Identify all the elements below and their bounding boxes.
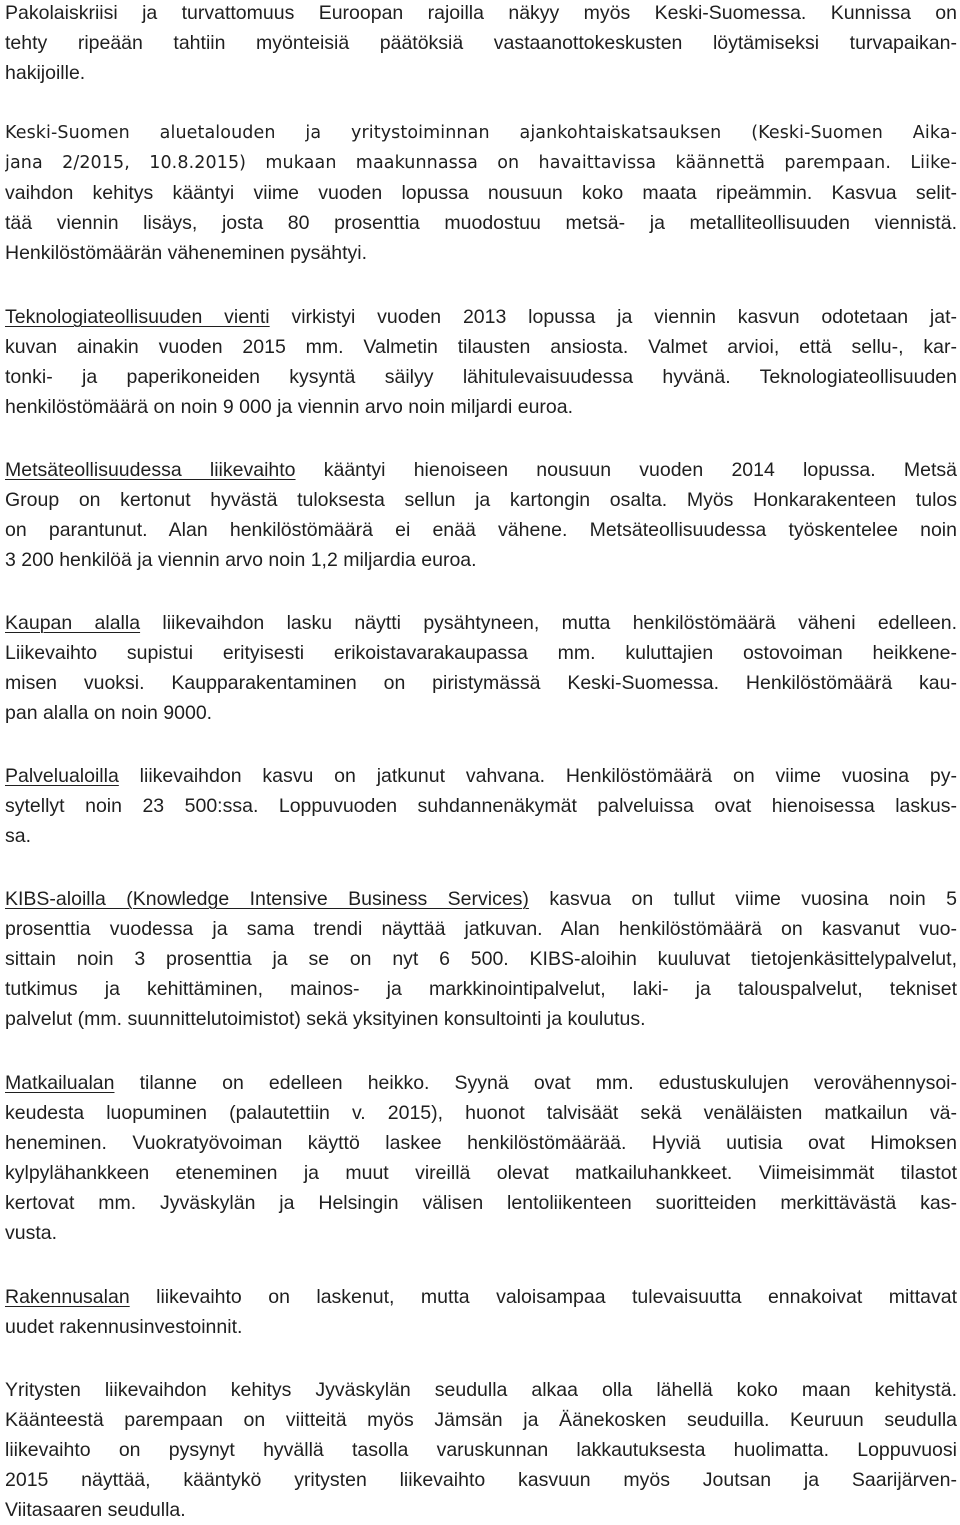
text-line: vaihdon kehitys kääntyi viime vuoden lopussa nousuun koko maata ripeämmin. Kasvua selit- bbox=[5, 182, 957, 204]
text-line: 3 200 henkilöä ja viennin arvo noin 1,2 miljardia euroa. bbox=[5, 549, 477, 571]
text-line: uudet rakennusinvestoinnit. bbox=[5, 1316, 243, 1338]
text-line: jana 2/2015, 10.8.2015) mukaan maakunnassa on havaittavissa käännettä parempaan. Liike- bbox=[5, 153, 957, 173]
text-line: 2015 näyttää, kääntykö yritysten liikevaihto kasvuun myös Joutsan ja Saarijärven- bbox=[5, 1469, 957, 1491]
text-line: sittain noin 3 prosenttia ja se on nyt 6 500. KIBS-aloihin kuuluvat tietojenkäsittelypalvelut, bbox=[5, 948, 957, 970]
section-keyword: Rakennusalan bbox=[5, 1286, 130, 1308]
text-line: Liikevaihto supistui erityisesti erikoistavarakaupassa mm. kuluttajien ostovoiman heikkene- bbox=[5, 642, 957, 664]
text-line: on parantunut. Alan henkilöstömäärä ei enää vähene. Metsäteollisuudessa työskentelee noin bbox=[5, 519, 957, 541]
text-line: Matkailualan tilanne on edelleen heikko. Syynä ovat mm. edustuskulujen verovähennysoi- bbox=[5, 1072, 957, 1094]
text-line: vusta. bbox=[5, 1222, 58, 1244]
text-line: Keski-Suomen aluetalouden ja yritystoiminnan ajankohtaiskatsauksen (Keski-Suomen Aika- bbox=[5, 123, 957, 143]
text-line: palvelut (mm. suunnittelutoimistot) sekä yksityinen konsultointi ja koulutus. bbox=[5, 1008, 646, 1030]
text-line: pan alalla on noin 9000. bbox=[5, 702, 213, 724]
text-line: Henkilöstömäärän väheneminen pysähtyi. bbox=[5, 242, 368, 264]
text-line: tutkimus ja kehittäminen, mainos- ja markkinointipalvelut, laki- ja talouspalvelut, tekniset bbox=[5, 978, 957, 1000]
text-line: heneminen. Vuokratyövoiman käyttö laskee henkilöstömäärää. Hyviä uutisia ovat Himoksen bbox=[5, 1132, 957, 1154]
text-line: kertovat mm. Jyväskylän ja Helsingin välisen lentoliikenteen suoritteiden merkittävästä kas- bbox=[5, 1192, 957, 1214]
section-keyword: KIBS-aloilla (Knowledge Intensive Business Services) bbox=[5, 888, 529, 910]
text-line: henkilöstömäärä on noin 9 000 ja viennin arvo noin miljardi euroa. bbox=[5, 396, 574, 418]
text-line: Kaupan alalla liikevaihdon lasku näytti pysähtyneen, mutta henkilöstömäärä väheni edelleen. bbox=[5, 612, 957, 634]
text-line: Yritysten liikevaihdon kehitys Jyväskylän seudulla alkaa olla lähellä koko maan kehitystä. bbox=[5, 1379, 957, 1401]
text-line: Metsäteollisuudessa liikevaihto kääntyi hienoiseen nousuun vuoden 2014 lopussa. Metsä bbox=[5, 459, 957, 481]
text-line: Teknologiateollisuuden vienti virkistyi vuoden 2013 lopussa ja viennin kasvun odotetaan jat- bbox=[5, 306, 957, 328]
text-line: hakijoille. bbox=[5, 62, 86, 84]
text-line: sa. bbox=[5, 825, 32, 847]
text-line: tää viennin lisäys, josta 80 prosenttia muodostuu metsä- ja metalliteollisuuden viennistä. bbox=[5, 212, 957, 234]
text-line: KIBS-aloilla (Knowledge Intensive Business Services) kasvua on tullut viime vuosina noin 5 bbox=[5, 888, 957, 910]
text-line: Rakennusalan liikevaihto on laskenut, mutta valoisampaa tulevaisuutta ennakoivat mittavat bbox=[5, 1286, 957, 1308]
section-keyword: Matkailualan bbox=[5, 1072, 115, 1094]
section-keyword: Metsäteollisuudessa liikevaihto bbox=[5, 459, 296, 481]
text-line: sytellyt noin 23 500:ssa. Loppuvuoden suhdannenäkymät palveluissa ovat hienoisessa laskus- bbox=[5, 795, 957, 817]
text-line: Group on kertonut hyvästä tuloksesta sellun ja kartongin osalta. Myös Honkarakenteen tulos bbox=[5, 489, 957, 511]
text-line: kylpylähankkeen eteneminen ja muut vireillä olevat matkailuhankkeet. Viimeisimmät tilastot bbox=[5, 1162, 957, 1184]
text-line: tehty ripeään tahtiin myönteisiä päätöksiä vastaanottokeskusten löytämiseksi turvapaikan- bbox=[5, 32, 957, 54]
section-keyword: Kaupan alalla bbox=[5, 612, 141, 634]
text-line: Pakolaiskriisi ja turvattomuus Euroopan rajoilla näkyy myös Keski-Suomessa. Kunnissa on bbox=[5, 2, 957, 24]
text-line: Käänteestä parempaan on viitteitä myös Jämsän ja Äänekosken seuduilla. Keuruun seudulla bbox=[5, 1409, 957, 1431]
text-line: liikevaihto on pysynyt hyvällä tasolla varuskunnan lakkautuksesta huolimatta. Loppuvuosi bbox=[5, 1439, 957, 1461]
text-line: keudesta luopuminen (palautettiin v. 2015), huonot talvisäät sekä venäläisten matkailun vä- bbox=[5, 1102, 957, 1124]
text-line: Palvelualoilla liikevaihdon kasvu on jatkunut vahvana. Henkilöstömäärä on viime vuosina py- bbox=[5, 765, 957, 787]
section-keyword: Palvelualoilla bbox=[5, 765, 119, 787]
text-line: tonki- ja paperikoneiden kysyntä säilyy lähitulevaisuudessa hyvänä. Teknologiateollisuuden bbox=[5, 366, 957, 388]
text-line: kuvan ainakin vuoden 2015 mm. Valmetin tilausten ansiosta. Valmet arvioi, että sellu-, kar- bbox=[5, 336, 957, 358]
text-line: prosenttia vuodessa ja sama trendi näyttää jatkuvan. Alan henkilöstömäärä on kasvanut vuo- bbox=[5, 918, 957, 940]
text-line: Viitasaaren seudulla. bbox=[5, 1499, 186, 1521]
section-keyword: Teknologiateollisuuden vienti bbox=[5, 306, 270, 328]
text-line: misen vuoksi. Kaupparakentaminen on piristymässä Keski-Suomessa. Henkilöstömäärä kau- bbox=[5, 672, 957, 694]
